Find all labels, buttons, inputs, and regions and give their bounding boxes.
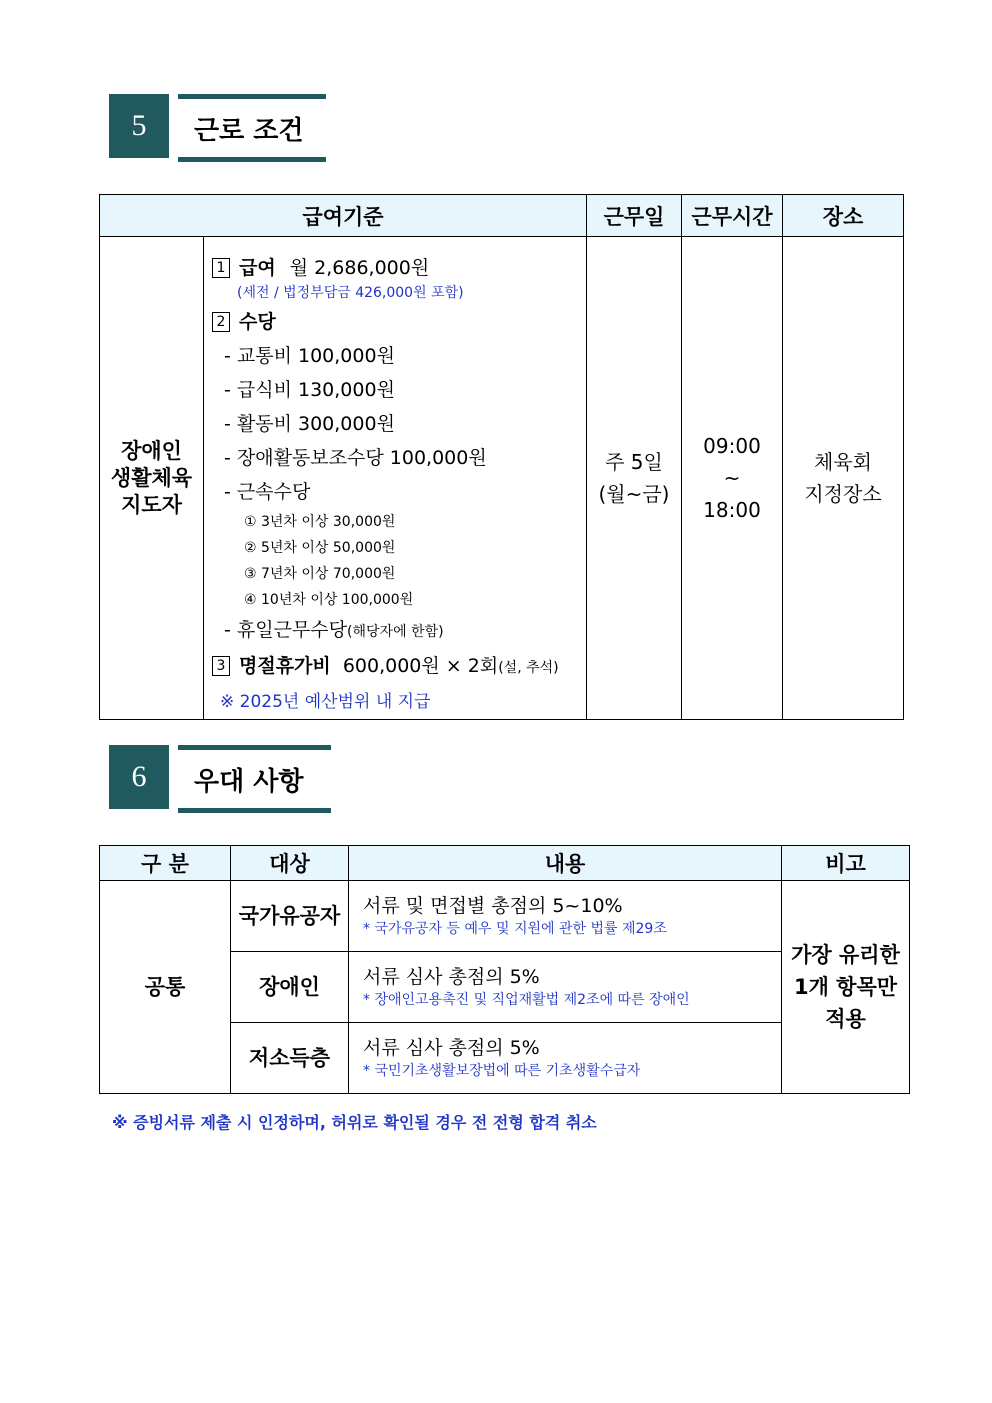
header-target: 대상 [231, 846, 349, 881]
role-line: 지도자 [121, 492, 182, 517]
content-cell [349, 1023, 782, 1094]
salary-cell [204, 237, 587, 720]
header-remark: 비고 [782, 846, 910, 881]
content-text: 서류 및 면접별 총점의 5~10% [363, 895, 623, 917]
worktime-line: 09:00 [703, 434, 761, 458]
role-line: 장애인 [121, 438, 182, 463]
place-line: 체육회 [814, 450, 872, 474]
remark-line: 1개 항목만 [793, 975, 898, 999]
remark-cell [782, 881, 910, 1094]
section-title: 근로 조건 [178, 94, 326, 162]
salary-label: 급여 [239, 257, 276, 279]
category-cell: 공통 [100, 881, 231, 1094]
place-cell [783, 237, 904, 720]
section-number: 5 [109, 94, 169, 158]
worktime-line: ~ [723, 466, 741, 490]
worktime-line: 18:00 [703, 498, 761, 522]
target-cell: 장애인 [231, 952, 349, 1023]
seniority-item: ① 3년차 이상 30,000원 [244, 514, 396, 530]
role-line: 생활체육 [110, 465, 193, 490]
header-category: 구 분 [100, 846, 231, 881]
preference-table [99, 845, 910, 1094]
section-title: 우대 사항 [178, 745, 331, 813]
content-cell [349, 952, 782, 1023]
allowance-item: - 활동비 300,000원 [224, 413, 395, 435]
allowance-label: 수당 [239, 311, 276, 333]
content-note: * 국민기초생활보장법에 따른 기초생활수급자 [363, 1063, 641, 1079]
verification-footnote: ※ 증빙서류 제출 시 인정하며, 허위로 확인될 경우 전 전형 합격 취소 [112, 1113, 597, 1132]
holiday-bonus-note: (설, 추석) [498, 660, 559, 676]
workdays-line: (월~금) [598, 482, 670, 506]
holiday-allowance: - 휴일근무수당 [224, 619, 348, 641]
content-text: 서류 심사 총점의 5% [363, 966, 540, 988]
holiday-bonus-label: 명절휴가비 [239, 655, 331, 677]
item-number-box: 2 [212, 312, 230, 332]
seniority-item: ② 5년차 이상 50,000원 [244, 540, 396, 556]
salary-value: 월 2,686,000원 [289, 257, 430, 279]
header-place: 장소 [783, 195, 904, 237]
target-cell: 국가유공자 [231, 881, 349, 952]
worktime-cell [682, 237, 783, 720]
allowance-item: - 장애활동보조수당 100,000원 [224, 447, 487, 469]
content-note: * 장애인고용촉진 및 직업재활법 제2조에 따른 장애인 [363, 992, 690, 1008]
item-number-box: 3 [212, 656, 230, 676]
item-number-box: 1 [212, 258, 230, 278]
section-number: 6 [109, 745, 169, 809]
content-note: * 국가유공자 등 예우 및 지원에 관한 법률 제29조 [363, 921, 667, 937]
allowance-item: - 근속수당 [224, 481, 311, 503]
header-workdays: 근무일 [587, 195, 682, 237]
header-salary: 급여기준 [100, 195, 587, 237]
header-content: 내용 [349, 846, 782, 881]
role-cell [100, 237, 204, 720]
header-worktime: 근무시간 [682, 195, 783, 237]
working-conditions-table [99, 194, 904, 720]
allowance-item: - 교통비 100,000원 [224, 345, 395, 367]
remark-line: 가장 유리한 [791, 943, 900, 967]
workdays-line: 주 5일 [605, 450, 663, 474]
seniority-item: ④ 10년차 이상 100,000원 [244, 592, 414, 608]
holiday-note: (해당자에 한함) [347, 624, 444, 640]
seniority-item: ③ 7년차 이상 70,000원 [244, 566, 396, 582]
place-line: 지정장소 [804, 482, 882, 506]
allowance-item: - 급식비 130,000원 [224, 379, 395, 401]
content-cell [349, 881, 782, 952]
budget-note: ※ 2025년 예산범위 내 지급 [220, 692, 431, 712]
content-text: 서류 심사 총점의 5% [363, 1037, 540, 1059]
remark-line: 적용 [825, 1007, 866, 1031]
target-cell: 저소득층 [231, 1023, 349, 1094]
salary-note: (세전 / 법정부담금 426,000원 포함) [237, 285, 464, 301]
holiday-bonus-value: 600,000원 × 2회 [342, 655, 499, 677]
workdays-cell [587, 237, 682, 720]
